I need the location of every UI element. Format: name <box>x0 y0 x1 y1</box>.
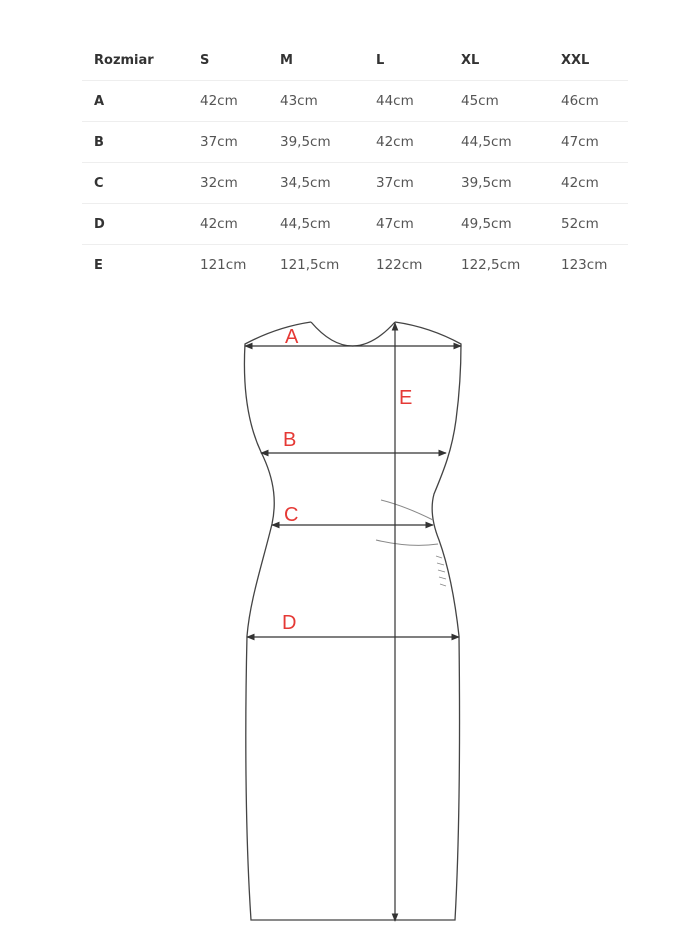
header-size: Rozmiar <box>82 40 188 81</box>
neckline <box>311 322 395 346</box>
label-c: C <box>284 504 299 526</box>
table-cell: 52cm <box>549 204 628 245</box>
table-cell: 39,5cm <box>268 122 364 163</box>
table-cell: 42cm <box>188 204 268 245</box>
table-cell: 121,5cm <box>280 257 340 273</box>
table-header-row <box>82 40 628 81</box>
table-cell: 47cm <box>549 122 628 163</box>
table-cell: 44,5cm <box>449 122 549 163</box>
row-label: D <box>82 204 188 245</box>
table-cell: 121cm <box>200 257 247 273</box>
table-cell: 39,5cm <box>449 163 549 204</box>
table-cell: 37cm <box>188 122 268 163</box>
row-label: E <box>94 257 103 273</box>
table-cell: 42cm <box>188 81 268 122</box>
table-cell: 123cm <box>561 257 608 273</box>
label-a: A <box>285 326 299 348</box>
table-cell: 34,5cm <box>268 163 364 204</box>
table-cell: 47cm <box>364 204 449 245</box>
drape-detail <box>376 500 438 545</box>
dress-measurement-diagram <box>0 300 700 933</box>
header-xxl: XXL <box>549 40 628 81</box>
header-m: M <box>268 40 364 81</box>
row-label: A <box>82 81 188 122</box>
gather-detail <box>436 556 446 586</box>
table-cell: 49,5cm <box>449 204 549 245</box>
label-e: E <box>399 387 413 409</box>
dress-outline <box>244 322 461 920</box>
table-row <box>82 163 628 204</box>
label-d: D <box>282 612 297 634</box>
row-label: C <box>82 163 188 204</box>
table-row <box>82 204 628 245</box>
table-cell: 32cm <box>188 163 268 204</box>
size-table <box>82 40 628 285</box>
table-cell: 122cm <box>376 257 423 273</box>
table-cell: 43cm <box>268 81 364 122</box>
label-b: B <box>283 429 297 451</box>
table-cell: 45cm <box>449 81 549 122</box>
row-label: B <box>82 122 188 163</box>
table-cell: 37cm <box>364 163 449 204</box>
table-row <box>82 122 628 163</box>
table-cell: 44,5cm <box>268 204 364 245</box>
header-s: S <box>188 40 268 81</box>
table-cell: 42cm <box>364 122 449 163</box>
table-cell: 42cm <box>549 163 628 204</box>
table-cell: 44cm <box>364 81 449 122</box>
table-row <box>82 245 628 286</box>
header-xl: XL <box>449 40 549 81</box>
table-row <box>82 81 628 122</box>
table-cell: 122,5cm <box>461 257 521 273</box>
header-l: L <box>364 40 449 81</box>
table-cell: 46cm <box>549 81 628 122</box>
